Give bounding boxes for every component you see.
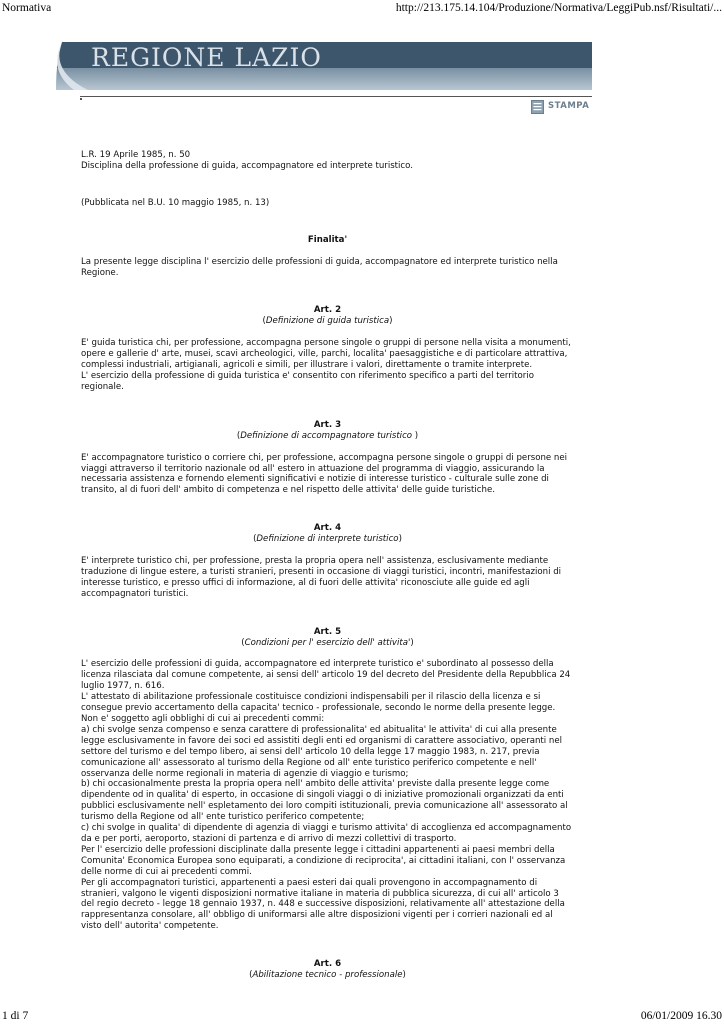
article-paragraph: E' guida turistica chi, per professione, accompagna persone singole o gruppi di persone nella visita a monumenti, opere e gallerie d' arte, musei, scavi archeologici, ville, parchi, localita' paesaggistiche e di particolare attrattiva, complessi industriali, artigianali, agricoli e simili, per illustrare i valori, direttamente o tramite interprete. (81, 338, 571, 371)
print-icon (531, 99, 544, 113)
article-paragraph: b) chi occasionalmente presta la propria opera nell' ambito delle attivita' previste dalla presente legge come dipendente od in qualita' di esperto, in occasione di singoli viaggi o di iniziative promozionali organizzati da enti pubblici esclusivamente nell' espletamento dei loro compiti istituzionali, previa comunicazione all' assessorato al turismo della Regione od all' ente turistico periferico competente; (81, 779, 568, 823)
print-datetime: 06/01/2009 16.30 (640, 1010, 722, 1022)
article-paragraph: La presente legge disciplina l' esercizio delle professioni di guida, accompagnatore ed interprete turistico nella Regione. (81, 256, 558, 278)
print-header-title: Normativa (2, 2, 52, 14)
print-header (0, 2, 724, 16)
regione-lazio-banner (44, 42, 592, 90)
law-publication: (Pubblicata nel B.U. 10 maggio 1985, n. 13) (81, 197, 270, 208)
article-heading (81, 420, 574, 431)
law-document (81, 150, 574, 981)
print-header-url: http://213.175.14.104/Produzione/Normativa/LeggiPub.nsf/Risultati/... (395, 2, 722, 14)
article-heading (81, 305, 574, 316)
article-number: Art. 5 (313, 626, 342, 637)
article-paragraph: E' interprete turistico chi, per professione, presta la propria opera nell' assistenza, esclusivamente mediante traduzione di lingue estere, a turisti stranieri, presenti in occasione di viaggi turistici, incontri, manifestazioni di interesse turistico, e presso uffici di informazione, al di fuori delle attivita' riconosciute alle guide ed agli accompagnatori turistici. (81, 556, 562, 599)
article-heading (81, 235, 574, 246)
article-paragraph: c) chi svolge in qualita' di dipendente di agenzia di viaggi e turismo attivita' di accoglienza ed accompagnamento da e per porti, aeroporto, stazioni di partenza e di arrivo di mezzi collettivi di trasporto. (81, 823, 572, 844)
article-subtitle-text: Definizione di interprete turistico (256, 534, 399, 545)
article-paragraph: Per l' esercizio delle professioni disciplinate dalla presente legge i cittadini appartenenti ai paesi membri della Comunita' Economica Europea sono equiparati, a condizione di reciprocita', ai cittadini italiani, con l' osservanza delle norme di cui ai precedenti commi. (81, 844, 566, 877)
article-number: Art. 6 (313, 959, 342, 970)
print-footer (0, 1010, 724, 1024)
law-reference: L.R. 19 Aprile 1985, n. 50 (81, 150, 191, 160)
print-button-label: STAMPA (548, 101, 590, 111)
banner-title: REGIONE LAZIO (91, 43, 322, 72)
article-subtitle: (Definizione di guida turistica) (262, 316, 393, 327)
article-subtitle: (Definizione di accompagnatore turistico ) (236, 430, 419, 441)
article-subtitle-text: Definizione di accompagnatore turistico (240, 430, 415, 441)
law-sections (81, 209, 574, 981)
article-heading (81, 627, 574, 638)
article-paragraph: Per gli accompagnatori turistici, appartenenti a paesi esteri dai quali provengono in accompagnamento di stranieri, valgono le vigenti disposizioni normative italiane in materia di pubblica sicurezza, di cui all' articolo 3 del regio decreto - legge 18 gennaio 1937, n. 448 e successive disposizioni, relativamente all' attestazione della rappresentanza consolare, all' obbligo di uniformarsi alle altre disposizioni vigenti per i corrieri nazionali ed al visto dell' autorita' competente. (81, 877, 565, 932)
article-number: Art. 3 (313, 419, 342, 430)
article-paragraph: L' attestato di abilitazione professionale costituisce condizioni indispensabili per il rilascio della licenza e si consegue previo accertamento della capacita' tecnico - professionale, secondo le norme della presente legge. Non e' soggetto agli obblighi di cui ai precedenti commi: (81, 692, 556, 724)
article-number: Finalita' (307, 234, 348, 245)
article-paragraph: L' esercizio della professione di guida turistica e' consentito con riferimento specifico a parti del territorio regionale. (81, 370, 534, 392)
article-paragraph: L' esercizio delle professioni di guida, accompagnatore ed interprete turistico e' subordinato al possesso della licenza rilasciata dal comune competente, ai sensi dell' articolo 19 del decreto del Presidente della Repubblica 24 luglio 1977, n. 616. (81, 659, 571, 692)
article-subtitle-text: Abilitazione tecnico - professionale (252, 970, 403, 981)
article-number: Art. 4 (313, 523, 342, 534)
article-subtitle-text: Condizioni per l' esercizio dell' attivita' (244, 637, 411, 648)
article-number: Art. 2 (313, 305, 342, 316)
article-paragraph: E' accompagnatore turistico o corriere chi, per professione, accompagna persone singole o gruppi di persone nei viaggi attraverso il territorio nazionale od all' estero in attuazione del programma di viaggio, assicurando la necessaria assistenza e fornendo elementi significativi e notizie di interesse turistico - culturale sulle zone di transito, al di fuori dell' ambito di competenza e nel rispetto delle attivita' delle guide turistiche. (81, 452, 568, 496)
article-subtitle: (Definizione di interprete turistico) (253, 534, 402, 545)
header-divider (80, 96, 592, 97)
article-subtitle-text: Definizione di guida turistica (265, 316, 390, 327)
article-heading (81, 523, 574, 534)
article-paragraph: a) chi svolge senza compenso e senza carattere di professionalita' ed abitualita' le attivita' di cui alla presente legge esclusivamente in favore dei soci ed assistiti degli enti ed organismi di carattere associativo, operanti nel settore del turismo e del tempo libero, ai sensi dell' articolo 10 della legge 17 maggio 1983, n. 217, previa comunicazione all' assessorato al turismo della Regione od all' ente turistico periferico competente e nell' osservanza delle norme regionali in materia di agenzie di viaggio e turismo; (81, 724, 563, 779)
divider-dot (80, 98, 82, 100)
print-button[interactable] (531, 98, 589, 114)
article-heading (81, 959, 574, 970)
print-page-count: 1 di 7 (2, 1010, 29, 1022)
law-subject: Disciplina della professione di guida, accompagnatore ed interprete turistico. (81, 160, 414, 171)
article-subtitle: (Condizioni per l' esercizio dell' attivita') (241, 637, 414, 648)
article-subtitle: (Abilitazione tecnico - professionale) (249, 970, 406, 981)
